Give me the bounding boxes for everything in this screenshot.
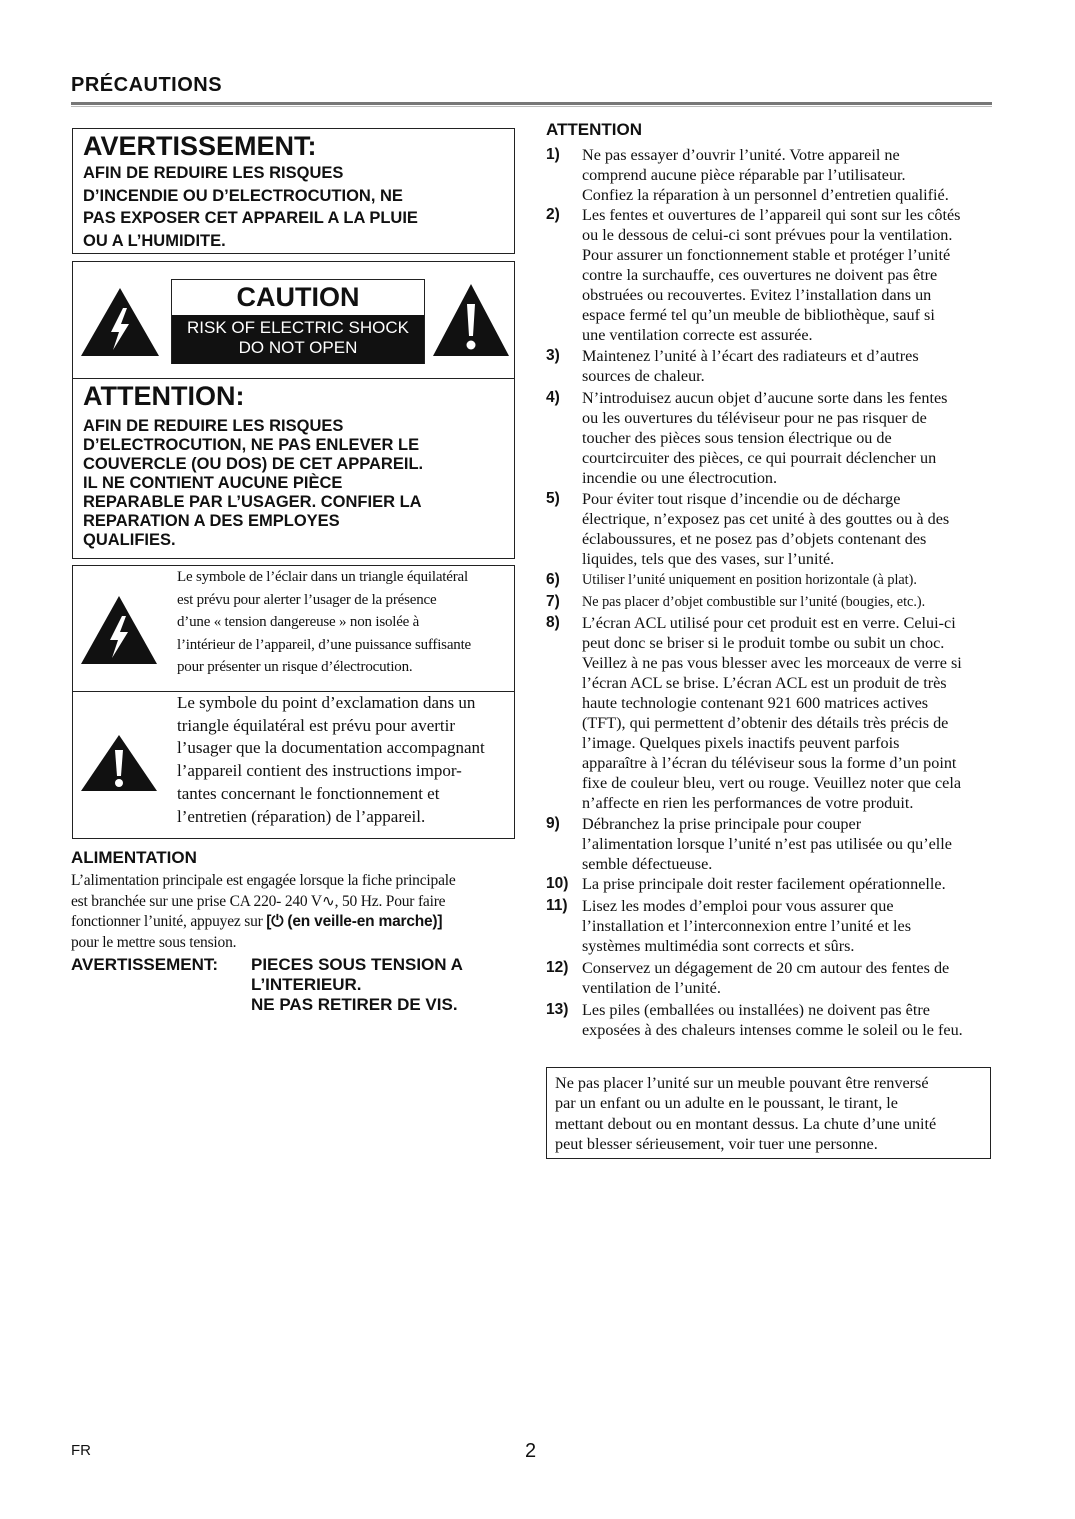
attention-title: ATTENTION: [83, 381, 245, 411]
text-line: est branchée sur une prise CA 220- 240 V∿, 50 Hz. Pour faire [71, 892, 446, 910]
text-line: espace fermé tel qu’un meuble de bibliothèque, sauf si [582, 306, 935, 324]
item-text [582, 814, 996, 874]
item-number: 8) [546, 614, 560, 631]
text-line: l’entretien (réparation) de l’appareil. [177, 806, 426, 826]
text-line: sources de chaleur. [582, 367, 705, 385]
list-item [546, 1000, 996, 1040]
attention-line: IL NE CONTIENT AUCUNE PIÈCE [83, 474, 343, 492]
caution-label [171, 279, 425, 364]
avertissement2-label: AVERTISSEMENT: [71, 955, 219, 974]
text-line: Utiliser l’unité uniquement en position horizontale (à plat). [582, 572, 917, 588]
avertissement2-line: L’INTERIEUR. [251, 975, 362, 994]
standby-button-label: [⏻ (en veille-en marche)] [266, 913, 443, 930]
header-rule-thin [71, 106, 992, 107]
item-text [582, 613, 996, 813]
text-line: fixe de couleur bleu, vert ou rouge. Veuillez noter que cela [582, 774, 962, 792]
attention-list-heading: ATTENTION [546, 120, 643, 139]
text-line: n’affecte en rien les performances de votre produit. [582, 794, 914, 812]
avertissement-title: AVERTISSEMENT: [83, 131, 317, 161]
text-line: obstruées ou recouvertes. Evitez l’installation dans un [582, 286, 932, 304]
text-line: ou les ouvertures du téléviseur pour ne pas risquer de [582, 409, 927, 427]
item-number: 1) [546, 146, 560, 163]
item-text [582, 592, 996, 612]
text-line: toucher des pièces sous tension électrique ou de [582, 429, 892, 447]
avertissement-line: PAS EXPOSER CET APPAREIL A LA PLUIE [83, 209, 418, 227]
avertissement-box [72, 128, 515, 254]
text-line: ou le dessous de celui-ci sont prévues pour la ventilation. [582, 226, 953, 244]
caution-warning-panel [172, 315, 424, 364]
text-line: pour présenter un risque d’électrocution. [177, 659, 413, 676]
text-line [71, 912, 516, 933]
list-item [546, 958, 996, 998]
alimentation-heading: ALIMENTATION [71, 848, 197, 867]
text-line: L’alimentation principale est engagée lorsque la fiche principale [71, 872, 456, 889]
list-item [546, 145, 996, 205]
text-line: est prévu pour alerter l’usager de la présence [177, 591, 437, 608]
text-line: mettant debout ou en montant dessus. La chute d’une unité [555, 1114, 937, 1133]
text-line: Ne pas placer l’unité sur un meuble pouvant être renversé [555, 1074, 929, 1092]
lightning-warning-icon [79, 594, 159, 666]
list-item [546, 874, 996, 894]
text-line: liquides, tels que des vases, sur l’unité. [582, 550, 835, 568]
text-line: Pour assurer un fonctionnement stable et protéger l’unité [582, 246, 951, 264]
attention-line: AFIN DE REDUIRE LES RISQUES [83, 417, 344, 435]
item-number: 11) [546, 897, 568, 914]
item-text [582, 346, 996, 386]
item-text [582, 489, 996, 569]
list-item [546, 570, 996, 590]
text-line: tantes concernant le fonctionnement et [177, 783, 440, 803]
text-line: pour le mettre sous tension. [71, 933, 237, 951]
caution-line: DO NOT OPEN [238, 338, 358, 357]
text-line: Les piles (emballées ou installées) ne doivent pas être [582, 1001, 930, 1019]
attention-line: REPARABLE PAR L’USAGER. CONFIER LA [83, 493, 422, 511]
text-line: Maintenez l’unité à l’écart des radiateurs et d’autres [582, 347, 919, 365]
attention-line: D’ELECTROCUTION, NE PAS ENLEVER LE [83, 436, 420, 454]
text-line: triangle équilatéral est prévu pour avertir [177, 715, 456, 735]
list-item [546, 896, 996, 956]
language-code: FR [71, 1442, 91, 1459]
text-line: l’écran ACL se brise. L’écran ACL est un produit de très [582, 674, 947, 692]
text-line: comprend aucune pièce réparable par l’utilisateur. [582, 166, 906, 184]
page-number: 2 [525, 1440, 537, 1462]
tip-over-warning-box [546, 1067, 991, 1159]
text-line: par un enfant ou un adulte en le poussant, le tirant, le [555, 1094, 898, 1113]
lightning-symbol-description [177, 566, 509, 679]
text-line: Ne pas essayer d’ouvrir l’unité. Votre appareil ne [582, 146, 900, 164]
attention-text [83, 417, 508, 550]
exclamation-symbol-description [177, 692, 512, 828]
caution-title: CAUTION [236, 282, 360, 312]
text-line: éclaboussures, et ne posez pas d’objets contenant des [582, 530, 927, 548]
list-item [546, 613, 996, 813]
text-line: L’écran ACL utilisé pour cet produit est en verre. Celui-ci [582, 614, 956, 632]
text-line: Ne pas placer d’objet combustible sur l’unité (bougies, etc.). [582, 594, 926, 610]
text-line: Les fentes et ouvertures de l’appareil qui sont sur les côtés [582, 206, 961, 224]
avertissement-line: OU A L’HUMIDITE. [83, 231, 226, 250]
list-item [546, 489, 996, 569]
item-text [582, 958, 996, 998]
caution-box [72, 261, 515, 559]
text-line: l’appareil contient des instructions impor- [177, 761, 462, 781]
text-line: contre la surchauffe, ces ouvertures ne doivent pas être [582, 266, 938, 284]
text-line: l’usager que la documentation accompagnant [177, 738, 485, 758]
text-line: systèmes multimédia sont corrects et sûrs. [582, 937, 855, 955]
item-number: 9) [546, 815, 560, 832]
item-number: 12) [546, 959, 569, 976]
exclamation-warning-icon [431, 282, 511, 358]
attention-line: QUALIFIES. [83, 531, 176, 549]
list-item [546, 814, 996, 874]
text-line: l’alimentation lorsque l’unité n’est pas utilisée ou qu’elle [582, 835, 952, 853]
item-number: 10) [546, 875, 569, 892]
avertissement-line: AFIN DE REDUIRE LES RISQUES [83, 164, 344, 182]
list-item [546, 205, 996, 345]
text-line: Pour éviter tout risque d’incendie ou de décharge [582, 490, 901, 508]
text-line: l’intérieur de l’appareil, d’une puissance suffisante [177, 636, 472, 653]
text-line: l’image. Quelques pixels inactifs peuvent parfois [582, 734, 900, 752]
text-line: semble défectueuse. [582, 855, 713, 873]
item-number: 2) [546, 206, 560, 223]
text-line: peut donc se briser si le produit tombe ou subit un choc. [582, 634, 945, 652]
text-line: électrique, n’exposez pas cet unité à des gouttes ou à des [582, 510, 950, 528]
exclamation-warning-icon [79, 734, 159, 792]
avertissement-text [83, 162, 504, 252]
caution-line: RISK OF ELECTRIC SHOCK [187, 318, 409, 337]
attention-line: COUVERCLE (OU DOS) DE CET APPAREIL. [83, 455, 424, 473]
text-line: peut blesser sérieusement, voir tuer une personne. [555, 1134, 878, 1153]
text-line: ventilation de l’unité. [582, 979, 721, 997]
item-number: 4) [546, 389, 560, 406]
item-number: 5) [546, 490, 560, 507]
item-text [582, 388, 996, 488]
text-segment: fonctionner l’unité, appuyez sur [71, 913, 267, 930]
text-line: Confiez la réparation à un personnel d’entretien qualifié. [582, 186, 949, 204]
item-number: 3) [546, 347, 560, 364]
item-number: 6) [546, 571, 560, 588]
text-line: Conservez un dégagement de 20 cm autour des fentes de [582, 959, 950, 977]
avertissement-line: D’INCENDIE OU D’ELECTROCUTION, NE [83, 186, 403, 205]
divider [73, 378, 514, 379]
header-rule [71, 102, 992, 105]
text-line: l’installation et l’interconnexion entre l’unité et les [582, 917, 912, 935]
list-item [546, 388, 996, 488]
item-text [582, 874, 996, 894]
text-line: Lisez les modes d’emploi pour vous assurer que [582, 897, 894, 915]
text-line: courtcircuiter des pièces, ce qui pourrait déclencher un [582, 449, 937, 467]
text-line: apparaître à l’écran du téléviseur sous la forme d’un point [582, 754, 957, 772]
text-line: N’introduisez aucun objet d’aucune sorte dans les fentes [582, 389, 948, 407]
page-title: PRÉCAUTIONS [71, 74, 223, 96]
text-line: incendie ou une électrocution. [582, 469, 778, 487]
text-line: Débranchez la prise principale pour couper [582, 815, 862, 833]
alimentation-text [71, 871, 516, 953]
text-line: Le symbole de l’éclair dans un triangle équilatéral [177, 569, 468, 585]
attention-line: REPARATION A DES EMPLOYES [83, 512, 340, 530]
avertissement2-line: NE PAS RETIRER DE VIS. [251, 995, 458, 1014]
avertissement2-line: PIECES SOUS TENSION A [251, 955, 463, 974]
text-line: d’une « tension dangereuse » non isolée à [177, 614, 420, 631]
text-line: La prise principale doit rester facilement opérationnelle. [582, 875, 946, 893]
item-number: 13) [546, 1001, 569, 1018]
text-line: (TFT), qui permettent d’obtenir des détails très précis de [582, 714, 949, 732]
text-line: Veillez à ne pas vous blesser avec les morceaux de verre si [582, 654, 962, 672]
text-line: haute technologie contenant 921 600 matrices actives [582, 694, 929, 712]
text-line: Le symbole du point d’exclamation dans un [177, 693, 476, 712]
text-line: exposées à des chaleurs intenses comme le soleil ou le feu. [582, 1021, 963, 1039]
item-text [582, 205, 996, 345]
text-line: une ventilation correcte est assurée. [582, 326, 813, 344]
item-text [582, 896, 996, 956]
list-item [546, 346, 996, 386]
item-text [582, 570, 996, 590]
lightning-warning-icon [79, 286, 161, 358]
symbols-box [72, 565, 515, 839]
item-number: 7) [546, 593, 560, 610]
list-item [546, 592, 996, 612]
item-text [582, 1000, 996, 1040]
item-text [582, 145, 996, 205]
